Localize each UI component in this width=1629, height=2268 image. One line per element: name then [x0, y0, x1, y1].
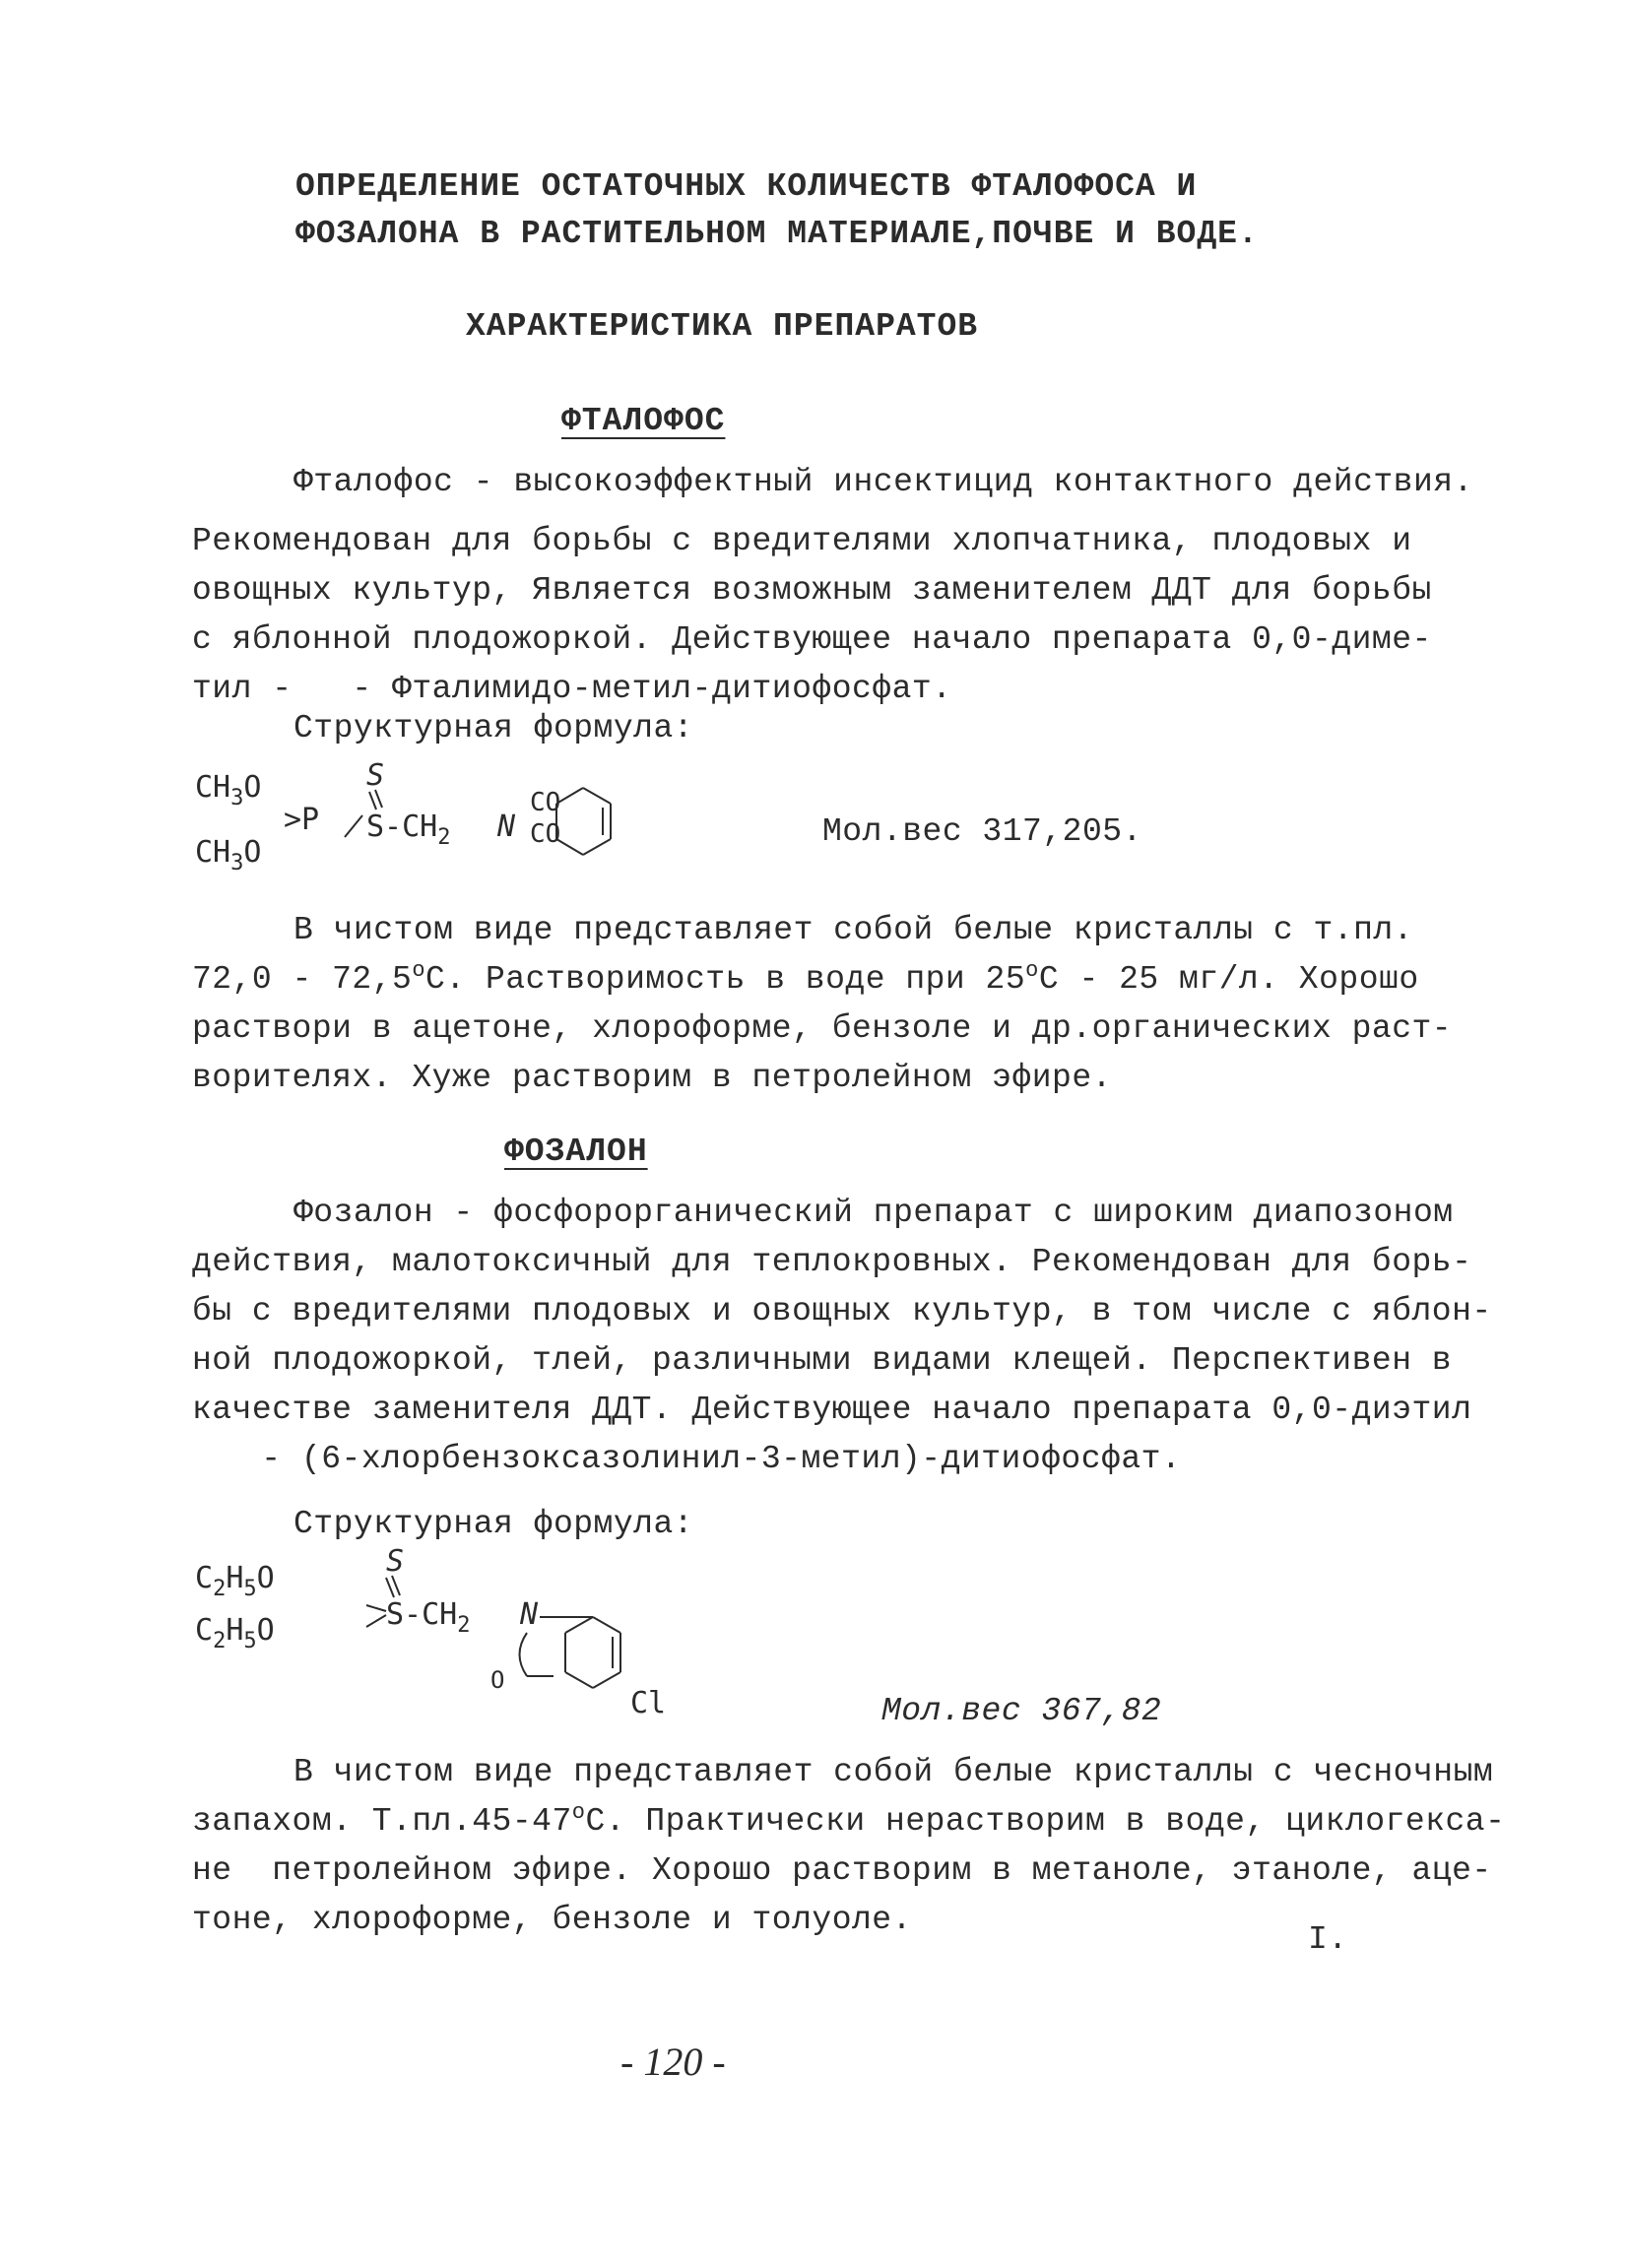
phthalophos-para1-line: овощных культур, Является возможным заменителем ДДТ для борьбы: [192, 572, 1432, 609]
phosalone-para1-line: Фозалон - фосфорорганический препарат с широким диапозоном: [293, 1195, 1454, 1231]
phosalone-mol-weight: Мол.вес 367,82: [881, 1693, 1162, 1729]
page-number: - 120 -: [620, 2040, 726, 2084]
phthalophos-para2-line: ворителях. Хуже растворим в петролейном эфире.: [192, 1060, 1112, 1096]
phosalone-bonds: [325, 1556, 670, 1723]
phosalone-para2-line: тоне, хлороформе, бензоле и толуоле.: [192, 1902, 912, 1938]
phosalone-para1-line: - (6-хлорбензоксазолинил-3-метил)-дитиофосфат.: [241, 1441, 1182, 1477]
formula-nitrogen: N: [497, 810, 516, 844]
phosalone-para1-line: ной плодожоркой, тлей, различными видами клещей. Перспективен в: [192, 1342, 1453, 1379]
formula-chain: $S-CH_2$: [366, 810, 451, 850]
phosalone-para1-line: действия, малотоксичный для теплокровных. Рекомендован для борь-: [192, 1244, 1472, 1280]
formula-chlorine: Cl: [630, 1686, 667, 1720]
section-heading: ХАРАКТЕРИСТИКА ПРЕПАРАТОВ: [466, 308, 979, 345]
phthalophos-bonds: [325, 768, 650, 876]
formula-group-methoxy-1: $CH_3O$: [195, 770, 262, 810]
phthalophos-para2-line: 72,0 - 72,5$^o$C. Растворимость в воде при 25$^o$C - 25 мг/л. Хорошо: [192, 958, 1419, 998]
phthalophos-para1-line: тил - - Фталимидо-метил-дитиофосфат.: [192, 671, 952, 707]
phthalophos-para2-line: раствори в ацетоне, хлороформе, бензоле и др.органических раст-: [192, 1010, 1453, 1047]
phthalophos-para2-line: В чистом виде представляет собой белые кристаллы с т.пл.: [293, 912, 1413, 948]
phosalone-para1-line: качестве заменителя ДДТ. Действующее начало препарата 0,0-диэтил: [192, 1392, 1472, 1428]
phosalone-para2-line: не петролейном эфире. Хорошо растворим в метаноле, этаноле, аце-: [192, 1852, 1492, 1889]
phthalophos-para1-line: с яблонной плодожоркой. Действующее начало препарата 0,0-диме-: [192, 621, 1432, 658]
formula-nitrogen: N: [520, 1597, 539, 1632]
formula-thione-sulfur: S: [366, 758, 385, 793]
phosalone-para2-line: В чистом виде представляет собой белые кристаллы с чесночным: [293, 1754, 1494, 1790]
phosalone-heading: ФОЗАЛОН: [504, 1134, 648, 1170]
formula-group-methoxy-2: $CH_3O$: [195, 835, 262, 875]
phthalophos-heading: ФТАЛОФОС: [561, 403, 726, 439]
formula-thione-sulfur: S: [386, 1544, 405, 1579]
phthalophos-mol-weight: Мол.вес 317,205.: [822, 813, 1142, 850]
formula-group-ethoxy-2: $C_2H_5O$: [195, 1613, 275, 1653]
phosalone-para1-line: бы с вредителями плодовых и овощных культур, в том числе с яблон-: [192, 1293, 1492, 1329]
phosalone-struct-label: Структурная формула:: [293, 1506, 694, 1542]
phthalophos-struct-label: Структурная формула:: [293, 710, 694, 746]
phosalone-para2-line: запахом. Т.пл.45-47$^o$C. Практически нерастворим в воде, циклогекса-: [192, 1800, 1506, 1840]
title-line-1: ОПРЕДЕЛЕНИЕ ОСТАТОЧНЫХ КОЛИЧЕСТВ ФТАЛОФОСА И: [295, 168, 1198, 205]
formula-carbonyl-1: CO: [530, 788, 561, 817]
formula-carbonyl-2: CO: [530, 819, 561, 849]
title-line-2: ФОЗАЛОНА В РАСТИТЕЛЬНОМ МАТЕРИАЛЕ,ПОЧВЕ И ВОДЕ.: [295, 216, 1259, 252]
formula-phosphorus: >P: [284, 803, 320, 837]
phthalophos-para1-line: Рекомендован для борьбы с вредителями хлопчатника, плодовых и: [192, 523, 1412, 559]
phthalophos-para1-line: Фталофос - высокоэффектный инсектицид контактного действия.: [293, 464, 1473, 500]
footnote-marker: I.: [1308, 1921, 1348, 1958]
formula-ring-oxygen: O: [490, 1666, 505, 1694]
formula-group-ethoxy-1: $C_2H_5O$: [195, 1561, 275, 1601]
formula-chain: $S-CH_2$: [386, 1597, 471, 1638]
